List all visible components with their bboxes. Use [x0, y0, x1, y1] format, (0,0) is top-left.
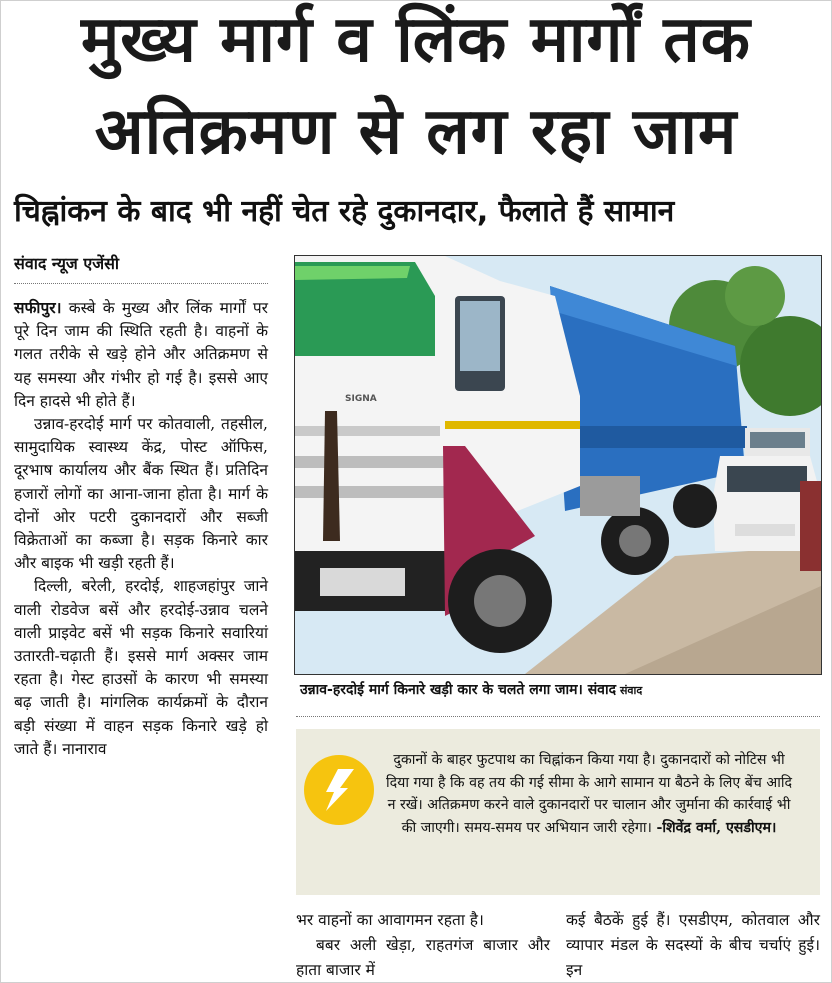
column-2-line-1: भर वाहनों का आवागमन रहता है। — [296, 911, 484, 929]
article-column-3 — [566, 908, 820, 983]
article-column-2 — [296, 908, 550, 983]
quote-body: दुकानों के बाहर फुटपाथ का चिह्नांकन किया गया है। दुकानदारों को नोटिस भी दिया गया है कि वह तय की गई सीमा के आगे सामान या बैठने के लिए बेंच आदि न रखें। अतिक्रमण करने वाले दुकानदारों पर चालान और जुर्माना की कार्रवाई भी की जाएगी। समय-समय पर अभियान जारी रहेगा। — [385, 752, 793, 836]
caption-text: उन्नाव-हरदोई मार्ग किनारे खड़ी कार के चलते लगा जाम। संवाद — [300, 682, 616, 698]
quote-text — [384, 749, 794, 839]
paragraph-3: दिल्ली, बरेली, हरदोई, शाहजहांपुर जाने वाली रोडवेज बसें और हरदोई-उन्नाव चलने वाली प्राइवेट बसें भी सड़क किनारे सवारियां उतारती-चढ़ाती हैं। इससे मार्ग अक्सर जाम रहता है। गेस्ट हाउसों के कारण भी समस्या बढ़ जाती है। मांगलिक कार्यक्रमों के दौरान बड़ी संख्या में वाहन सड़क किनारे खड़े हो जाते हैं। नानाराव — [14, 577, 268, 758]
column-2-paragraph-2: बबर अली खेड़ा, राहतगंज बाजार और हाता बाजार में — [296, 936, 550, 979]
paragraph-1 — [14, 296, 268, 413]
photo-caption — [300, 680, 820, 699]
news-photo — [294, 255, 822, 675]
caption-credit: संवाद — [620, 684, 643, 697]
column-3-text: कई बैठकें हुई हैं। एसडीएम, कोतवाल और व्यापार मंडल के सदस्यों के बीच चर्चाएं हुई। इन — [566, 911, 820, 979]
article-column-1 — [14, 296, 268, 761]
headline-line-2: अतिक्रमण से लग रहा जाम — [94, 95, 738, 169]
quote-badge-icon — [304, 755, 374, 825]
paragraph-1-text: कस्बे के मुख्य और लिंक मार्गों पर पूरे दिन जाम की स्थिति रहती है। वाहनों के गलत तरीके से खड़े होने और अतिक्रमण से यह समस्या और गंभीर हो गई है। इससे आए दिन हादसे भी होते हैं। — [14, 299, 268, 410]
dateline: सफीपुर। — [14, 298, 62, 317]
caption-divider — [296, 716, 820, 717]
official-quote-box — [296, 729, 820, 895]
byline-divider — [14, 283, 268, 284]
quote-signature: -शिवेंद्र वर्मा, एसडीएम। — [656, 819, 777, 836]
truck-street-scene — [295, 256, 821, 674]
paragraph-2: उन्नाव-हरदोई मार्ग पर कोतवाली, तहसील, सामुदायिक स्वास्थ्य केंद्र, पोस्ट ऑफिस, दूरभाष कार्यालय और बैंक स्थित हैं। प्रतिदिन हजारों लोगों का आना-जाना होता है। मार्ग के दोनों ओर पटरी दुकानदारों और सब्जी विक्रेताओं का कब्जा है। सड़क किनारे कार और बाइक भी खड़ी रहती हैं। — [14, 415, 268, 573]
headline-line-1: मुख्य मार्ग व लिंक मार्गों तक — [81, 3, 751, 77]
byline: संवाद न्यूज एजेंसी — [14, 254, 120, 273]
truck-badge-text: SIGNA — [345, 394, 377, 404]
subheadline: चिह्नांकन के बाद भी नहीं चेत रहे दुकानदार, फैलाते हैं सामान — [14, 194, 675, 229]
